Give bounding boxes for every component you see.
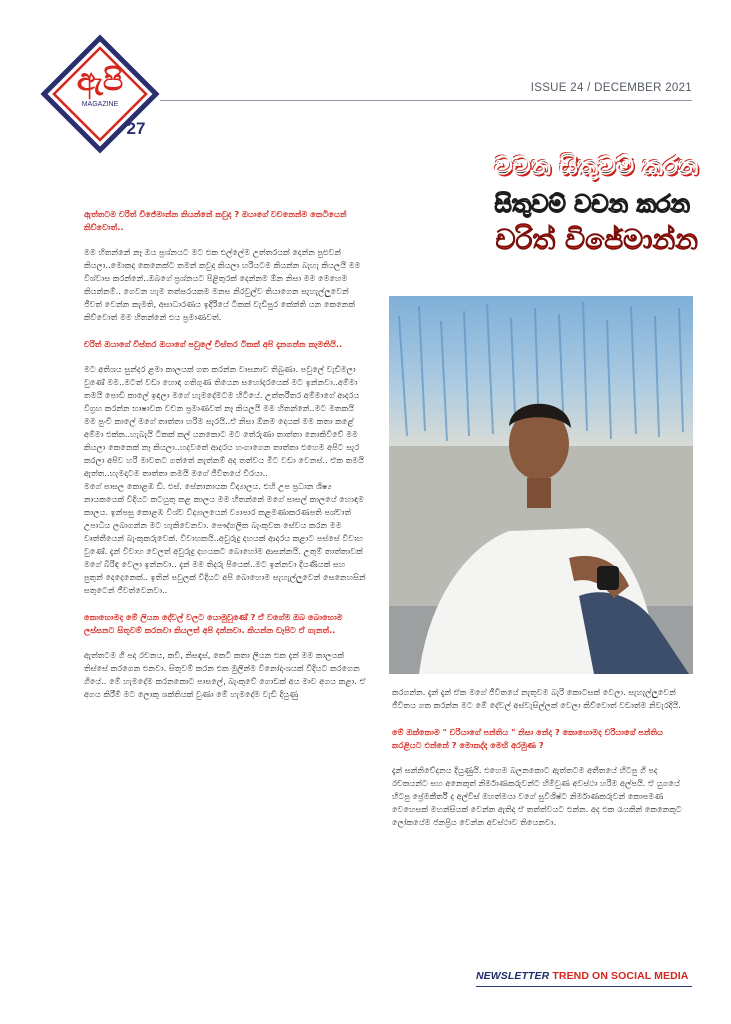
interview-answer-1: මම හිතන්නේ නෑ ඔය ප්‍රශ්නයට මට එක එල්ලේම උත්තරයක් දෙන්න පුළුවන් කියලා..මොකද කෙනෙක්ට තමන් කවුද කියලා හරියටම කියන්න බැහැ කියලයි මම විශ්වාස කරන්නේ..ඔබගේ ප්‍රශ්නයට පිළිතුරක් දෙන්නම ඕන නිසා මම මෙහෙම කියන්නම්.. ගෙවන හැම තත්පරයකම මනස නිරවුල්ව තියාගෙන සැහැල්ලුවෙන් ජීවත් වෙන්න කැමති, අසාධාරණය ඉදිරියේ ටිකක් වැඩිපුර කේන්ති යන කෙනෙක් කිව්වොත් මම හිතන්නේ එය ප්‍රමාණවත්. bbox=[84, 247, 361, 322]
interview-answer-4: දැන් සන්නිවේදනය දියුණුයි. එහෙම බලනකොට ඇත්තටම අතීතයේ හිටපු ගී පද රචකයන්ට සහ අනෙකුත් නිර්මාණකරුවන්ට හිමිවුණ අවස්ථා හරිම අල්පයි. ඒ යුගයේ හිටපු ප්‍රේමකීර්ති ද අල්විස් මහත්මයා වගේ සුවිශිෂ්ට නිර්මාණකරුවන් කොපමණ වෙහෙසක් මහන්සියක් වෙන්න ඇතිද ඒ තත්ත්වයට එන්න. අද එක රැයකින් කෙනෙකුට ලෝකයේම ජනප්‍රිය වෙන්න අවස්ථාව තියෙනවා. bbox=[392, 765, 682, 827]
interview-question-3: කොහොමද මේ ලියන දේවල් වලට යොමුවුණේ ? ඒ වගේම ඔබ බොහොම ලස්සනට සිතුවම් කරනවා කියලත් අපි දන්නවා. කියන්න ඩෑපිට ඒ ගැනත්.. bbox=[84, 612, 343, 635]
footer-tagline: TREND ON SOCIAL MEDIA bbox=[552, 970, 689, 982]
logo-subtitle: MAGAZINE bbox=[81, 101, 119, 108]
right-column bbox=[392, 686, 692, 829]
headline-line-1: වචන සිතුවම් කරන bbox=[494, 151, 698, 180]
logo-issue-number: 27 bbox=[126, 119, 146, 138]
interview-question-2: චරිත් ඔයාගේ විස්තර ඔයාගේ පවුලේ විස්තර ටිකක් අපි දැනගන්න කැමතියි.. bbox=[84, 339, 343, 349]
interview-answer-3: ඇත්තටම ගී පද රචනය, කවි, නිසඳැස්, කෙටි කතා ලියන එක දැන් මම කාලයක් තිස්සේ කරගෙන එනවා. සිතුවම් කරන එක මුලින්ම විනෝදාංශයක් විදියට කරගෙන ගියේ.. මේ හැමදේම කරනකොට පාසලේ, බැංකුවේ ගොඩක් අය මාව අගය කළා. ඒ අගය කිරීම් මට ලොකු ශක්තියක් වුණා මේ හැමදේම වැඩි දියුණු bbox=[84, 650, 366, 699]
footer-newsletter-label: NEWSLETTER bbox=[476, 970, 550, 982]
logo-wordmark: ඇපි bbox=[76, 63, 124, 98]
headline-line-3: චරිත් විජේමාන්න bbox=[495, 223, 698, 257]
article-headline bbox=[384, 152, 698, 257]
interview-question-4: මේ ඔක්කොම " චරියාගේ පන්තිය " නිසා නේද ? කොහොමද චරියාගේ පන්තිය කරළියට එන්නේ ? මොකද්ද මෙහි අරමුණ ? bbox=[392, 727, 663, 750]
left-column bbox=[84, 208, 366, 701]
magazine-logo bbox=[40, 34, 160, 154]
portrait-photo bbox=[389, 296, 693, 674]
newsletter-footer bbox=[476, 970, 692, 982]
headline-line-2: සිතුවම් වචන කරන bbox=[494, 189, 690, 218]
interview-question-1: ඇත්තටම චරිත් විජේමාන්න කියන්නේ කවුද ? ඔයාගේ වචනෙන්ම කෙටියෙන් කිව්වොත්.. bbox=[84, 209, 347, 232]
interview-answer-3-continued: කරගන්න. දැන් දැන් ඒක මගේ ජීවිතයේ නැතුවම බැරි කොටසක් වෙලා. සැහැල්ලුවෙන් ජීවිතය ගත කරන්න මට මේ දේවල් අස්වැසිල්ලක් වෙලා කිව්වොත් වඩාත්ම නිවැරදියි. bbox=[392, 687, 681, 710]
footer-divider bbox=[476, 986, 692, 987]
issue-label: ISSUE 24 / DECEMBER 2021 bbox=[530, 82, 692, 94]
header-divider bbox=[160, 100, 692, 101]
interview-answer-2: මට අතිශය සුන්දර ළමා කාලයක් ගත කරන්න වාසනාව තිබුණා. පවුලේ වැඩිමලා වුණේ මම..මටත් වඩා හොඳ ගතිගුණ තියෙන සහෝදරයෙක් මට ඉන්නවා..අම්මා තමයි පොඩි කාලේ ඉඳලා මගේ හැමදේමටම හිටියේ. උත්තරීතර අම්මාගේ ආදරය විග්‍රහ කරන්න භාෂාවක වචන ප්‍රමාණවත් නෑ කියලයි මම හිතන්නේ..මට මතකයි මම පුංචි කාලේ මගේ තාත්තා හරිම සැරයි..ඒ නිසා ඕනම දෙයක් මම කතා කළේ අම්මා එක්ක..හැබැයි ටිකක් කල් යනකොට මට තේරුණා තාත්තා නොකිවිවේ මම කියලා කෙනෙක් නෑ කියලා..හදවතේ ආදරය හංගාගෙන තාත්තා එහෙම අපිට සැර කරලා අපිව හරි මාවතට ගත්තේ නැත්නම් අද තත්වය මීට වඩා වෙනස්.. ඒක තමයි ඇත්ත..හැමදාටම තාත්තා තමයි මගේ ජීවිතයේ වීරයා.. මගේ පාසල කොළඹ ඩී. එස්. සේනානායක විද්‍යාලය. එහි උප ප්‍රධාන ශිෂ්‍ය නායකයෙක් විදියට කටයුතු කළ කාලය මම හිතන්නේ මගේ පාසල් කාලයේ හොඳම කාලය. ඉන්පසු කොළඹ විශ්ව විද්‍යාලයෙන් ව්‍යාපාර කළමණාකරණපති පශ්චාත් උපාධිය ලබාගන්න මට හැකිවෙනවා. පෞද්ගලික බැංකුවක සේවය කරන මම වෘත්තීයෙන් බැංකුකරුවෙක්. විවාහකයි..අවුරුදු දහයක් ආදරය කළාට පස්සේ විවාහ වුණේ. දැන් විවාහ වෙලත් අවුරුදු දහයකට බොහෝම ආසන්නයි. උතුම් තාත්තාවක් මගේ බිරිඳ වෙලා ඉන්නවා.. දැන් මම තිදරු පියෙක්..මට ඉන්නවා දියණියක් සහ පුතුන් දෙදෙනෙක්.. ඉතින් පවුලක් විදියට අපි බොහොම සැහැල්ලුවෙන් සෙනෙහසින් සතුටෙන් ජීවත්වෙනවා.. bbox=[84, 364, 366, 595]
